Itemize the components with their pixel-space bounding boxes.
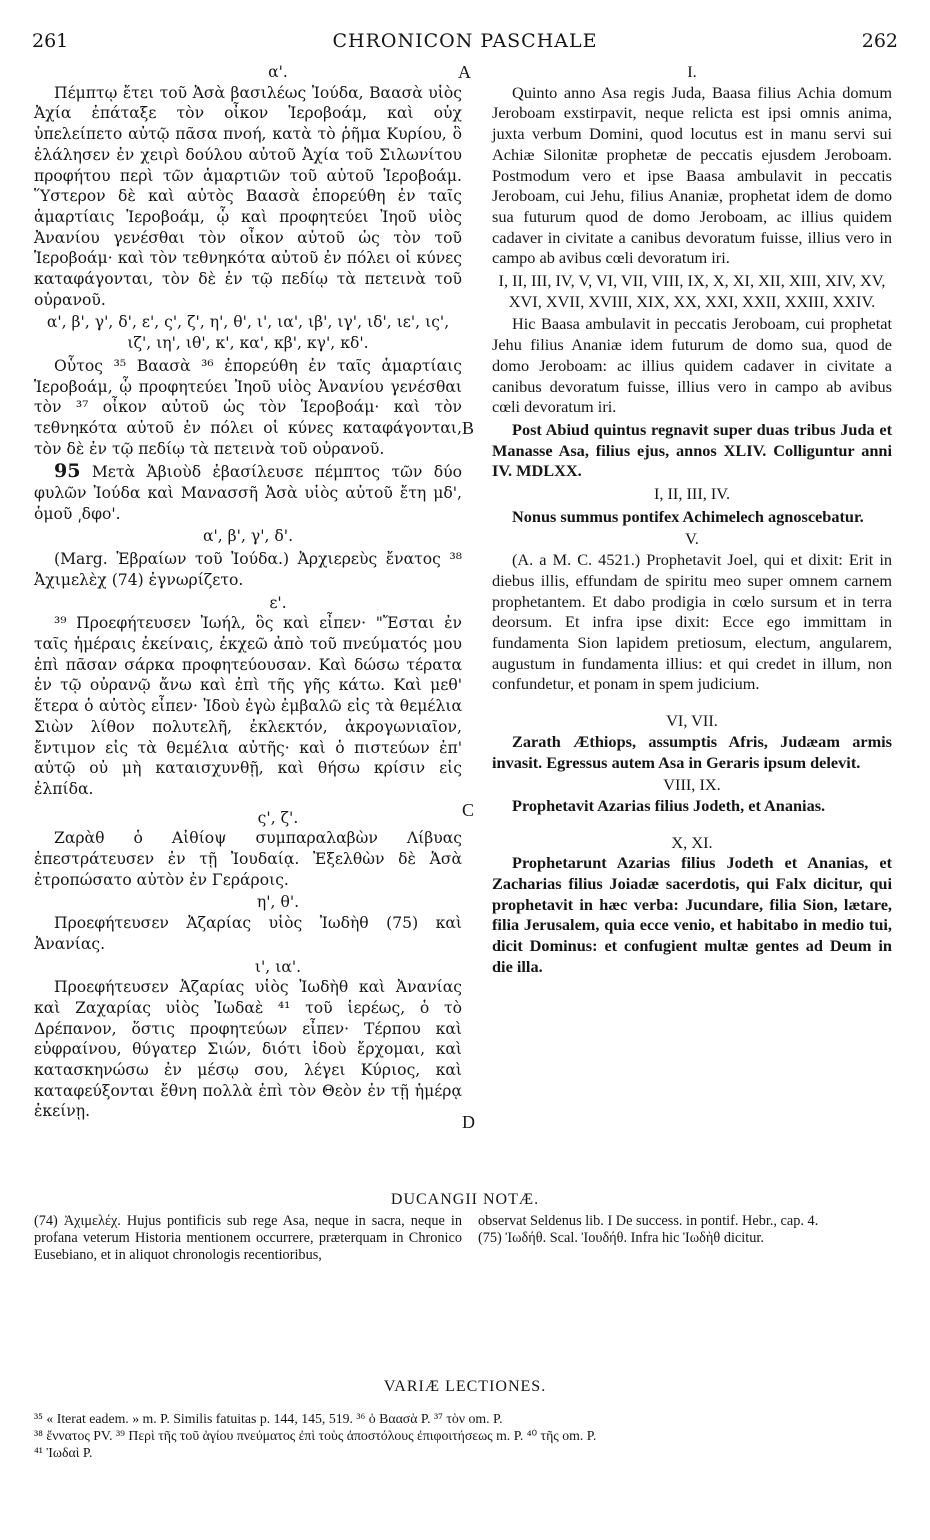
greek-paragraph: ³⁹ Προεφήτευσεν Ἰωήλ, ὃς καὶ εἶπεν· "Ἔσται ἐν ταῖς ἡμέραις ἐκείναις, ἐκχεῶ ἀπὸ τοῦ πνεύματός μου ἐπὶ πᾶσαν σάρκα προφητεύουσαν. Καὶ δώσω τέρατα ἐν τῷ οὐρανῷ ἄνω καὶ ἐπὶ τῆς γῆς κάτω. Καὶ μεθ' ἕτερα ὁ αὐτὸς εἶπεν· Ἰδοὺ ἐγὼ ἐμβαλῶ εἰς τὰ θεμέλια Σιὼν λίθον πολυτελῆ, ἐκλεκτόν, ἀκρογωνιαῖον, ἔντιμον εἰς τὰ θεμέλια αὐτῆς· καὶ ὁ πιστεύων ἐπ' αὐτῷ οὐ μὴ καταισχυνθῇ, καὶ θήσω κρίσιν εἰς ἐλπίδα.: [34, 614, 462, 798]
greek-column: [34, 62, 462, 1124]
greek-paragraph: Πέμπτῳ ἔτει τοῦ Ἀσὰ βασιλέως Ἰούδα, Βαασὰ υἱὸς Ἀχία ἐπάταξε τὸν οἶκον Ἱεροβοάμ, καὶ οὐχ ὑπελείπετο αὐτῷ πᾶσα πνοή, κατὰ τὸ ῥῆμα Κυρίου, ὃ ἐλάλησεν ἐν χειρὶ δούλου αὐτοῦ Ἀχία τοῦ Σιλωνίτου προφήτου περὶ τῶν ἁμαρτιῶν τοῦ αὐτοῦ Ἱεροβοάμ. Ὕστερον δὲ καὶ αὐτὸς Βαασὰ ἐπορεύθη ἐν ταῖς ἁμαρτίαις Ἱεροβοάμ, ᾧ καὶ προφητεύει Ἰηοῦ υἱὸς Ἀνανίου γενέσθαι τὸν οἶκον αὐτοῦ ὡς τὸν τοῦ Ἱεροβοάμ· καὶ τὸν τεθνηκότα αὐτοῦ ἐν πόλει οἱ κύνες καταφάγονται, τὸν δὲ ἐν τῷ πεδίῳ τὰ πετεινὰ τοῦ οὐρανοῦ.: [34, 83, 462, 309]
latin-year-heading: VIII, IX.: [663, 775, 721, 795]
latin-paragraph: Prophetavit Azarias filius Jodeth, et Ananias.: [512, 795, 826, 815]
latin-year-list: I, II, III, IV, V, VI, VII, VIII, IX, X, XI, XII, XIII, XIV, XV, XVI, XVII, XVIII, XIX, XX, XXI, XXII, XXIII, XXIV.: [498, 271, 886, 311]
latin-paragraph: Post Abiud quintus regnavit super duas tribus Juda et Manasse Asa, filius ejus, annos XLIV. Colliguntur anni IV. MDLXX.: [492, 419, 892, 481]
greek-paragraph: Ζαρὰθ ὁ Αἰθίοψ συμπαραλαβὼν Λίβυας ἐπεστράτευσεν ἐν τῇ Ἰουδαίᾳ. Ἐξελθὼν δὲ Ἀσὰ ἐτροπώσατο αὐτὸν ἐν Γεράροις.: [34, 829, 462, 889]
greek-year-heading: ε'.: [269, 593, 287, 612]
variant-line: ³⁸ ἔννατος PV. ³⁹ Περὶ τῆς τοῦ ἁγίου πνεύματος ἐπὶ τοὺς ἀποστόλους ἐπιφοιτήσεως m. P. ⁴⁰ τῆς om. P.: [34, 1428, 597, 1443]
variant-line: ³⁵ « Iterat eadem. » m. P. Similis fatuitas p. 144, 145, 519. ³⁶ ὁ Βαασὰ P. ³⁷ τὸν om. P.: [34, 1411, 503, 1426]
greek-year-heading: η', θ'.: [256, 893, 300, 912]
page-number-left: 261: [32, 30, 69, 52]
latin-year-heading: X, XI.: [671, 832, 713, 852]
page-number-right: 262: [861, 30, 898, 52]
running-title: CHRONICON PASCHALE: [332, 30, 598, 52]
variant-line: ⁴¹ Ἰωδαὶ P.: [34, 1445, 93, 1460]
latin-year-list: I, II, III, IV.: [653, 484, 731, 504]
greek-paragraph: Προεφήτευσεν Ἀζαρίας υἱὸς Ἰωδὴθ (75) καὶ Ἀνανίας.: [34, 914, 462, 953]
running-header: [32, 30, 898, 58]
greek-paragraph: Προεφήτευσεν Ἀζαρίας υἱὸς Ἰωδὴθ καὶ Ἀνανίας καὶ Ζαχαρίας υἱὸς Ἰωδαὲ ⁴¹ τοῦ ἱερέως, ὁ τὸ Δρέπανον, ὅστις προφητεύων εἶπεν· Τέρπου καὶ εὐφραίνου, θύγατερ Σιών, διότι ἰδοὺ ἔρχομαι, καὶ κατασκηνώσω ἐν μέσῳ σου, λέγει Κύριος, καὶ καταφεύξονται ἔθνη πολλὰ ἐπὶ τὸν Θεὸν ἐν τῇ ἡμέρᾳ ἐκείνῃ.: [34, 978, 462, 1121]
latin-year-heading: V.: [685, 529, 699, 549]
section-number: 95: [54, 460, 81, 483]
latin-paragraph: Nonus summus pontifex Achimelech agnoscebatur.: [512, 506, 864, 526]
notes-heading: DUCANGII NOTÆ.: [390, 1191, 540, 1208]
margin-marker-a: A: [458, 62, 471, 82]
margin-marker-c: C: [462, 800, 475, 820]
greek-paragraph: Οὗτος ³⁵ Βαασὰ ³⁶ ἐπορεύθη ἐν ταῖς ἁμαρτίαις Ἱεροβοάμ, ᾧ προφητεύει Ἰηοῦ υἱὸς Ἀνανίου γενέσθαι τὸν ³⁷ οἶκον αὐτοῦ ὡς τὸν Ἱεροβοάμ· καὶ τὸν τεθνηκότα αὐτοῦ ἐν πόλει οἱ κύνες καταφάγονται, τὸν δὲ ἐν τῷ πεδίῳ τὰ πετεινὰ τοῦ οὐρανοῦ.: [34, 356, 462, 458]
note-74: (74) Ἀχιμελέχ. Hujus pontificis sub rege Asa, neque in sacra, neque in profana veterum Historia mentionem occurrere, præterquam in Chronico Eusebiano, et in aliquot chronologis recentioribus,: [34, 1213, 462, 1263]
notes-right-column: [478, 1213, 892, 1247]
variant-readings: [34, 1410, 896, 1461]
greek-year-list: α', β', γ', δ'.: [202, 527, 294, 546]
margin-marker-d: D: [462, 1112, 475, 1132]
greek-year-heading: α'.: [268, 63, 288, 81]
latin-paragraph: Quinto anno Asa regis Juda, Baasa filius Achia domum Jeroboam exstirpavit, neque relicta est ipsi omnis anima, juxta verbum Domini, quod locutus est in manu servi sui Achiæ Silonitæ prophetæ de peccatis ejusdem Jeroboam. Postmodum vero et ipse Baasa ambulavit in peccatis Jeroboam, cui Jehu, filius Ananiæ, prophetat idem de domo sua futurum quod de domo Jeroboam, ac illius quidem cadaver in civitate a canibus devoratum fuisse, illius vero in campo ab avibus cœli devoratum iri.: [492, 82, 892, 268]
greek-paragraph: (Marg. Ἑβραίων τοῦ Ἰούδα.) Ἀρχιερεὺς ἔνατος ³⁸ Ἀχιμελὲχ (74) ἐγνωρίζετο.: [34, 550, 462, 589]
note-75: (75) Ἰωδήθ. Scal. Ἰουδήθ. Infra hic Ἰωδὴθ dicitur.: [478, 1229, 764, 1246]
latin-paragraph: Prophetarunt Azarias filius Jodeth et Ananias, et Zacharias filius Joiadæ sacerdotis, qui Falx dicitur, qui prophetavit in hæc verba: Jucundare, filia Sion, lætare, filia Jerusalem, quia ecce venio, et habitabo in medio tui, dicit Dominus: et confugient multæ gentes ad Deum in die illa.: [492, 853, 892, 976]
greek-year-heading: ι', ια'.: [254, 957, 302, 976]
latin-year-heading: VI, VII.: [666, 711, 718, 731]
note-74-continued: observat Seldenus lib. I De success. in pontif. Hebr., cap. 4.: [478, 1213, 819, 1229]
greek-paragraph: Μετὰ Ἀβιοὺδ ἐβασίλευσε πέμπτος τῶν δύο φυλῶν Ἰούδα καὶ Μανασσῆ Ἀσὰ υἱὸς αὐτοῦ ἔτη μδ', ὁμοῦ ͵δφο'.: [34, 463, 462, 523]
latin-paragraph: Hic Baasa ambulavit in peccatis Jeroboam, cui prophetat Jehu filius Ananiæ idem futurum de domo sua, quod de domo Jeroboam: ac illius quidem cadaver in civitate a canibus devoratum fuisse, illius vero in campo ab avibus cœli devoratum iri.: [492, 314, 892, 417]
margin-marker-b: B: [462, 418, 475, 438]
variant-readings-heading: VARIÆ LECTIONES.: [383, 1378, 547, 1395]
latin-paragraph: (A. a M. C. 4521.) Prophetavit Joel, qui et dixit: Erit in diebus illis, effundam de spiritu meo super omnem carnem prophetantem. Et dabo prodigia in cœlo sursum et in terra deorsum. Et infra ipse dixit: Ecce ego immittam in fundamenta Sion lapidem pretiosum, electum, angularem, augustum in fundamenta illius: et qui credet in illum, non confundetur, et ponam in spem judicium.: [492, 550, 892, 694]
latin-year-heading: I.: [687, 62, 697, 81]
latin-paragraph: Zarath Æthiops, assumptis Afris, Judæam armis invasit. Egressus autem Asa in Geraris ipsum delevit.: [492, 731, 892, 772]
greek-year-heading: ς', ζ'.: [257, 808, 299, 827]
latin-column: [492, 62, 892, 980]
greek-year-list: α', β', γ', δ', ε', ς', ζ', η', θ', ι', ια', ιβ', ιγ', ιδ', ιε', ις', ιζ', ιη', ιθ', κ', κα', κβ', κγ', κδ'.: [46, 313, 450, 353]
